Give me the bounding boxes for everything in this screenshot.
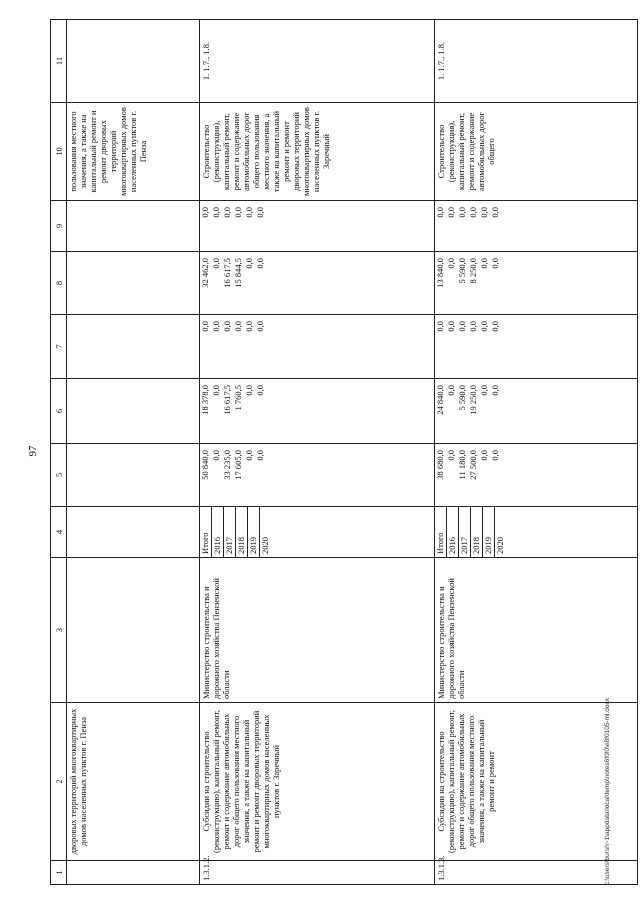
header-cell: 10: [51, 103, 67, 201]
value-cell: 0,0: [490, 321, 500, 332]
value-cell: 27 500,0: [468, 450, 478, 480]
value-cell: 0,0: [255, 258, 265, 269]
row-target: Строительство (реконструкция), капитальный ремонт, ремонт и содержание автомобильных дорог общего: [435, 103, 638, 201]
row-col5: [67, 444, 200, 507]
column-number-header: [51, 20, 67, 885]
row-executor: Министерство строительства и дорожного хозяйства Пензенской области: [435, 558, 638, 703]
row-id: 1.3.1.3.: [435, 861, 638, 885]
value-cell: 0,0: [211, 258, 221, 269]
year-cell: 2018: [471, 507, 483, 557]
value-cell: 0,0: [490, 207, 500, 218]
value-cell: 0,0: [255, 321, 265, 332]
year-cell: Итого: [200, 507, 212, 557]
value-cell: 0,0: [457, 207, 467, 218]
row-col9: [200, 201, 435, 252]
year-cell: 2019: [483, 507, 495, 557]
row-executor: Министерство строительства и дорожного хозяйства Пензенской области: [200, 558, 435, 703]
row-name: Субсидии на строительство (реконструкцию), капитальный ремонт, ремонт и содержание автомобильных дорог общего пользования местного значения, а также на капитальный ремонт и ремонт дворовых территорий многоквартирных домов населенных пунктов г. Заречный: [200, 703, 435, 861]
year-cell: 2016: [447, 507, 459, 557]
row-ref: 1. 1.7., 1.8.: [200, 20, 435, 103]
row-id: 1.3.1.2.: [200, 861, 435, 885]
value-cell: 0,0: [446, 321, 456, 332]
value-cell: 0,0: [200, 207, 210, 218]
row-col7: [67, 315, 200, 379]
row-id: [67, 861, 200, 885]
year-cell: Итого: [435, 507, 447, 557]
row-col6: [200, 379, 435, 444]
value-cell: 0,0: [479, 207, 489, 218]
row-target: пользования местного значения, а также на капитальный ремонт и ремонт дворовых территорий многоквартирных домов населенных пунктов г. Пенза: [67, 103, 200, 201]
value-cell: 33 235,0: [222, 450, 232, 480]
value-cell: 0,0: [435, 207, 445, 218]
year-cell: 2018: [236, 507, 248, 557]
header-cell: 6: [51, 379, 67, 444]
header-cell: 1: [51, 861, 67, 885]
value-cell: 0,0: [479, 450, 489, 461]
value-cell: 0,0: [446, 385, 456, 396]
value-cell: 18 378,0: [200, 385, 210, 415]
value-cell: 0,0: [244, 258, 254, 269]
value-cell: 0,0: [255, 450, 265, 461]
value-cell: 0,0: [479, 385, 489, 396]
value-cell: 0,0: [479, 321, 489, 332]
row-col6: [435, 379, 638, 444]
value-cell: 1 760,5: [233, 385, 243, 411]
value-cell: 32 462,0: [200, 258, 210, 288]
table-row: [200, 20, 435, 885]
value-cell: 0,0: [468, 207, 478, 218]
year-cell: 2017: [224, 507, 236, 557]
value-cell: 0,0: [244, 385, 254, 396]
header-cell: 11: [51, 20, 67, 103]
value-cell: 0,0: [233, 207, 243, 218]
year-cell: 2020: [495, 537, 505, 554]
row-col6: [67, 379, 200, 444]
header-cell: 7: [51, 315, 67, 379]
value-cell: 0,0: [490, 258, 500, 269]
year-cell: 2017: [459, 507, 471, 557]
row-target: Строительство (реконструкция), капитальный ремонт, ремонт и содержание автомобильных дорог общего пользования местного значения, а также на капитальный ремонт и ремонт дворовых территорий многоквартирных домов населенных пунктов г. Заречный: [200, 103, 435, 201]
header-cell: 8: [51, 252, 67, 315]
value-cell: 16 617,5: [222, 258, 232, 288]
row-col5: [435, 444, 638, 507]
value-cell: 0,0: [233, 321, 243, 332]
row-name: дворовых территорий многоквартирных домов населенных пунктов г. Пенза: [67, 703, 200, 861]
year-cell: 2019: [248, 507, 260, 557]
row-col9: [67, 201, 200, 252]
value-cell: 5 590,0: [457, 258, 467, 284]
program-table: [50, 19, 638, 885]
value-cell: 0,0: [222, 321, 232, 332]
row-years: [200, 507, 435, 558]
row-col7: [200, 315, 435, 379]
value-cell: 15 844,5: [233, 258, 243, 288]
value-cell: 0,0: [446, 207, 456, 218]
value-cell: 19 250,0: [468, 385, 478, 415]
value-cell: 0,0: [244, 207, 254, 218]
value-cell: 13 840,0: [435, 258, 445, 288]
value-cell: 0,0: [446, 258, 456, 269]
row-col8: [435, 252, 638, 315]
value-cell: 0,0: [244, 321, 254, 332]
value-cell: 5 590,0: [457, 385, 467, 411]
value-cell: 8 250,0: [468, 258, 478, 284]
value-cell: 11 180,0: [457, 450, 467, 480]
row-ref: 1. 1.7., 1.8.: [435, 20, 638, 103]
value-cell: 50 840,0: [200, 450, 210, 480]
row-executor: [67, 558, 200, 703]
value-cell: 16 617,5: [222, 385, 232, 415]
file-path-footer: c:\users\bursh~1\appdata\local\temp\notes6f0f0\e8f0105-mi.docx: [604, 698, 611, 885]
row-years: [67, 507, 200, 558]
value-cell: 0,0: [200, 321, 210, 332]
value-cell: 0,0: [457, 321, 467, 332]
value-cell: 38 680,0: [435, 450, 445, 480]
value-cell: 0,0: [479, 258, 489, 269]
header-cell: 2: [51, 703, 67, 861]
header-cell: 3: [51, 558, 67, 703]
row-col7: [435, 315, 638, 379]
row-years: [435, 507, 638, 558]
value-cell: 0,0: [468, 321, 478, 332]
header-cell: 4: [51, 507, 67, 558]
value-cell: 0,0: [222, 207, 232, 218]
row-col9: [435, 201, 638, 252]
row-ref: [67, 20, 200, 103]
row-name: Субсидии на строительство (реконструкцию), капитальный ремонт, ремонт и содержание автомобильных дорог общего пользования местного значения, а также на капитальный ремонт и ремонт: [435, 703, 638, 861]
value-cell: 0,0: [255, 207, 265, 218]
row-col8: [67, 252, 200, 315]
value-cell: 0,0: [211, 385, 221, 396]
value-cell: 0,0: [490, 385, 500, 396]
value-cell: 0,0: [211, 207, 221, 218]
header-cell: 5: [51, 444, 67, 507]
table-row: [67, 20, 200, 885]
value-cell: 0,0: [211, 450, 221, 461]
row-col5: [200, 444, 435, 507]
value-cell: 24 840,0: [435, 385, 445, 415]
value-cell: 0,0: [446, 450, 456, 461]
year-cell: 2020: [260, 537, 270, 554]
value-cell: 17 605,0: [233, 450, 243, 480]
row-col8: [200, 252, 435, 315]
value-cell: 0,0: [435, 321, 445, 332]
page-number: 97: [27, 445, 39, 457]
value-cell: 0,0: [255, 385, 265, 396]
header-cell: 9: [51, 201, 67, 252]
value-cell: 0,0: [490, 450, 500, 461]
year-cell: 2016: [212, 507, 224, 557]
value-cell: 0,0: [244, 450, 254, 461]
value-cell: 0,0: [211, 321, 221, 332]
